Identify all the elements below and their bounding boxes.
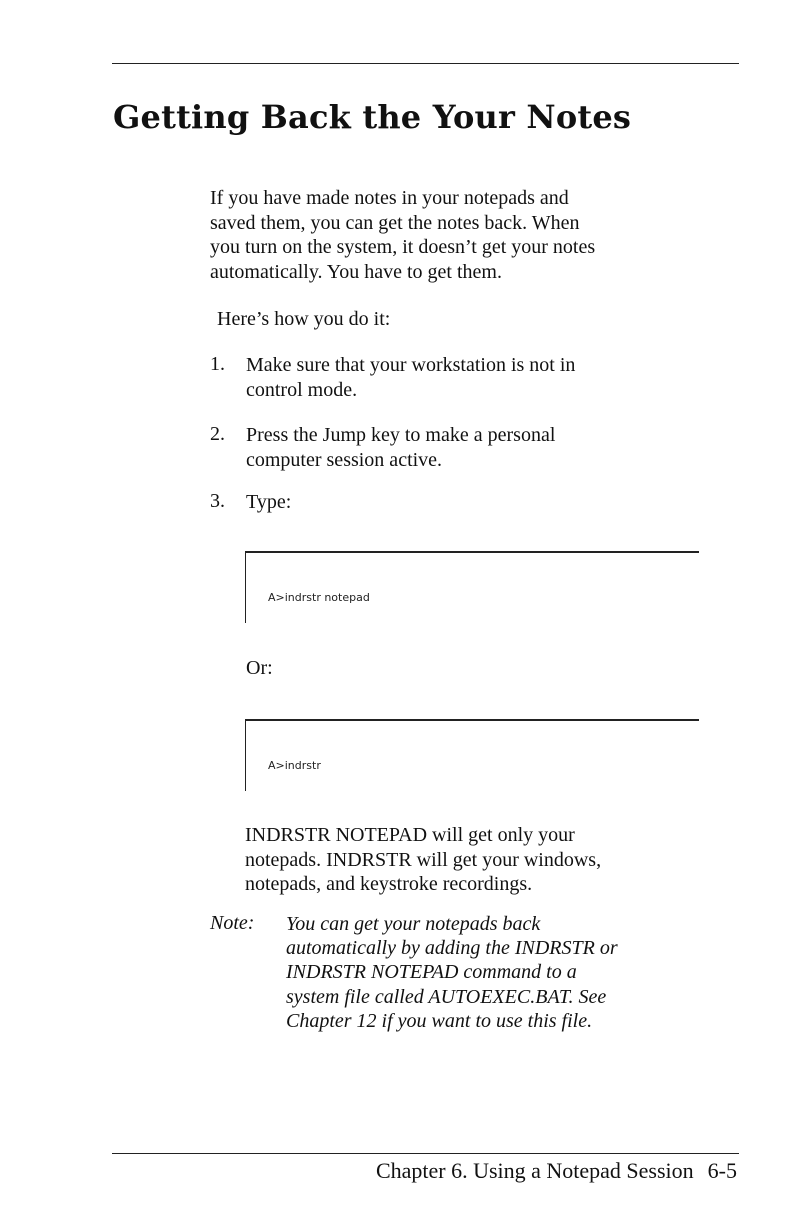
note-line: Chapter 12 if you want to use this file. bbox=[286, 1009, 593, 1032]
step-line: control mode. bbox=[246, 378, 358, 401]
intro-paragraph bbox=[210, 186, 595, 284]
intro-line: saved them, you can get the notes back. When bbox=[210, 211, 580, 234]
step-text bbox=[246, 353, 575, 402]
how-to-line: Here’s how you do it: bbox=[217, 308, 391, 330]
or-label: Or: bbox=[246, 657, 273, 679]
step-number: 2. bbox=[210, 423, 225, 445]
step-number: 3. bbox=[210, 490, 225, 512]
intro-line: If you have made notes in your notepads and bbox=[210, 187, 569, 209]
explanation-line: notepads. INDRSTR will get your windows, bbox=[245, 848, 602, 871]
note-line: INDRSTR NOTEPAD command to a bbox=[286, 961, 577, 984]
intro-line: you turn on the system, it doesn’t get your notes bbox=[210, 236, 596, 258]
note-label: Note: bbox=[210, 912, 255, 934]
note-line: You can get your notepads back bbox=[286, 913, 541, 935]
command-box bbox=[245, 719, 699, 791]
step-line: Press the Jump key to make a personal bbox=[246, 424, 556, 446]
explanation-paragraph bbox=[245, 823, 601, 897]
bottom-rule bbox=[112, 1153, 739, 1154]
step-line: computer session active. bbox=[246, 448, 443, 471]
step-number: 1. bbox=[210, 353, 225, 375]
explanation-line: notepads, and keystroke recordings. bbox=[245, 873, 533, 895]
note-line: automatically by adding the INDRSTR or bbox=[286, 937, 618, 960]
note-text bbox=[286, 912, 618, 1033]
explanation-line: INDRSTR NOTEPAD will get only your bbox=[245, 824, 575, 846]
step-text bbox=[246, 423, 555, 472]
page-footer bbox=[376, 1158, 737, 1184]
command-text: A>indrstr bbox=[268, 759, 321, 772]
step-line: Type: bbox=[246, 491, 292, 513]
top-rule bbox=[112, 63, 739, 64]
command-text: A>indrstr notepad bbox=[268, 591, 370, 604]
footer-page-number: 6-5 bbox=[707, 1158, 737, 1183]
footer-chapter: Chapter 6. Using a Notepad Session bbox=[375, 1158, 694, 1183]
intro-line: automatically. You have to get them. bbox=[210, 260, 502, 283]
step-text bbox=[246, 490, 291, 515]
page-title: Getting Back the Your Notes bbox=[113, 98, 632, 136]
command-box bbox=[245, 551, 699, 623]
step-line: Make sure that your workstation is not in bbox=[246, 354, 576, 376]
note-line: system file called AUTOEXEC.BAT. See bbox=[286, 985, 607, 1008]
